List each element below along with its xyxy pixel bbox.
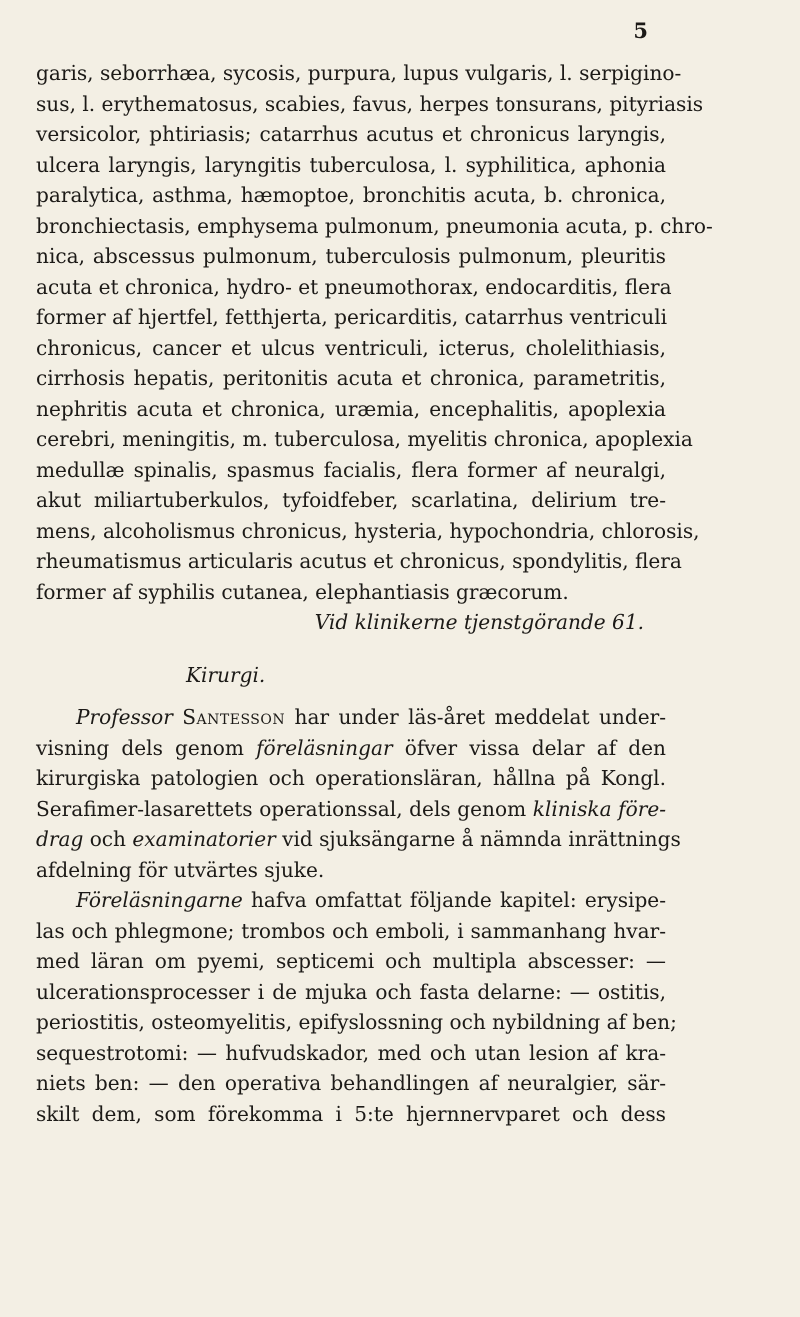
professor-name: Santesson [182,705,286,729]
text-line: former af syphilis cutanea, elephantiasis græcorum. [36,579,569,604]
text-line: akut miliartuberkulos, tyfoidfeber, scarlatina, delirium tre- [36,488,666,512]
text-line: ulcerationsprocesser i de mjuka och fasta delarne: — ostitis, [36,979,666,1004]
text-line: paralytica, asthma, hæmoptoe, bronchitis acuta, b. chronica, [36,183,666,207]
text-line: skilt dem, som förekomma i 5:te hjernnervparet och dess [36,1101,666,1126]
text-line: sequestrotomi: — hufvudskador, med och utan lesion af kra- [36,1040,666,1065]
text-line: garis, seborrhæa, sycosis, purpura, lupus vulgaris, l. serpigino- [36,61,682,85]
text-line: Serafimer-lasarettets operationssal, dels genom kliniska före- [36,796,666,821]
text-line: former af hjertfel, fetthjerta, pericarditis, catarrhus ventriculi [36,305,668,329]
text-line: afdelning för utvärtes sjuke. [36,857,325,882]
text-line: las och phlegmone; trombos och emboli, i sammanhang hvar- [36,918,666,943]
page-number: 5 [633,18,648,43]
section-heading: Kirurgi. [186,662,266,687]
signature-line: Vid klinikerne tjenstgörande 61. [314,610,644,634]
text-line: ulcera laryngis, laryngitis tuberculosa, l. syphilitica, aphonia [36,152,666,177]
disease-list-paragraph [36,58,713,638]
body-text [36,58,713,1129]
text-line: visning dels genom föreläsningar öfver vissa delar af den [36,735,666,760]
text-line: drag och examinatorier vid sjuksängarne å nämnda inrättnings [36,827,681,851]
text-line: mens, alcoholismus chronicus, hysteria, hypochondria, chlorosis, [36,518,700,543]
text-line: versicolor, phtiriasis; catarrhus acutus et chronicus laryngis, [36,122,666,146]
surgery-paragraph [36,702,681,885]
text-line: med läran om pyemi, septicemi och multipla abscesser: — [36,949,666,973]
text-line: periostitis, osteomyelitis, epifyslossning och nybildning af ben; [36,1010,677,1034]
text-line: acuta et chronica, hydro- et pneumothorax, endocarditis, flera [36,274,672,299]
text-line: nica, abscessus pulmonum, tuberculosis pulmonum, pleuritis [36,244,666,268]
lectures-paragraph [36,885,677,1129]
professor-title: Professor [76,705,173,729]
text-line: rheumatismus articularis acutus et chronicus, spondylitis, flera [36,549,682,573]
text-line: chronicus, cancer et ulcus ventriculi, icterus, cholelithiasis, [36,335,666,360]
text-line: bronchiectasis, emphysema pulmonum, pneumonia acuta, p. chro- [36,213,713,238]
text-line: Föreläsningarne hafva omfattat följande kapitel: erysipe- [76,888,666,912]
text-line: nephritis acuta et chronica, uræmia, encephalitis, apoplexia [36,396,666,421]
text-line: sus, l. erythematosus, scabies, favus, herpes tonsurans, pityriasis [36,91,704,116]
text-line: medullæ spinalis, spasmus facialis, flera former af neuralgi, [36,457,666,482]
text-line: cirrhosis hepatis, peritonitis acuta et chronica, parametritis, [36,366,666,390]
text-line: Professor Santesson har under läs-året meddelat under- [76,705,666,729]
text-line: kirurgiska patologien och operationsläran, hållna på Kongl. [36,766,666,790]
text-line: niets ben: — den operativa behandlingen af neuralgier, sär- [36,1071,666,1095]
text-line: cerebri, meningitis, m. tuberculosa, myelitis chronica, apoplexia [36,427,693,451]
